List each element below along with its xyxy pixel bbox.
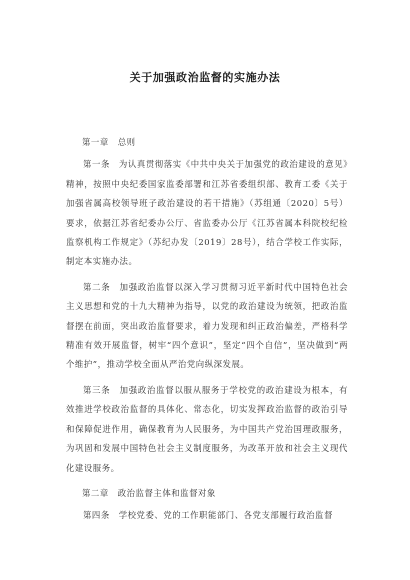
chapter-heading-2: 第二章 政治监督主体和监督对象: [82, 487, 216, 498]
document-body: [66, 133, 348, 532]
chapter-heading-1: 第一章 总则: [82, 137, 136, 147]
article-1-paragraph: 第一条 为认真贯彻落实《中共中央关于加强党的政治建设的意见》精神，按照中央纪委国家监委部署和江苏省委组织部、教育工委《关于加强省属高校领导班子政治建设的若干措施》（苏组通〔2020〕5号）要求，依据江苏省纪委办公厅、省监委办公厅《江苏省属本科院校纪检监察机构工作规定》（苏纪办发〔2019〕28号），结合学校工作实际，制定本实施办法。: [66, 159, 348, 267]
article-4-paragraph: 第四条 学校党委、党的工作职能部门、各党支部履行政治监督: [83, 510, 333, 521]
article-3-paragraph: 第三条 加强政治监督以服从服务于学校党的政治建设为根本，有效推进学校政治监督的具体化、常态化，切实发挥政治监督的政治引导和保障促进作用，确保教育为人民服务，为中国共产党治国理政服务，为巩固和发展中国特色社会主义制度服务，为改革开放和社会主义现代化建设服务。: [66, 384, 348, 473]
article-2-paragraph: 第二条 加强政治监督以深入学习贯彻习近平新时代中国特色社会主义思想和党的十九大精神为指导，以党的政治建设为统领，把政治监督摆在前面，突出政治监督要求，着力发现和纠正政治偏差，严格科学精准有效开展监督，树牢“四个意识”，坚定“四个自信”，坚决做到“两个维护”，推动学校全面从严治党向纵深发展。: [66, 281, 348, 370]
document-title: 关于加强政治监督的实施办法: [129, 71, 281, 84]
